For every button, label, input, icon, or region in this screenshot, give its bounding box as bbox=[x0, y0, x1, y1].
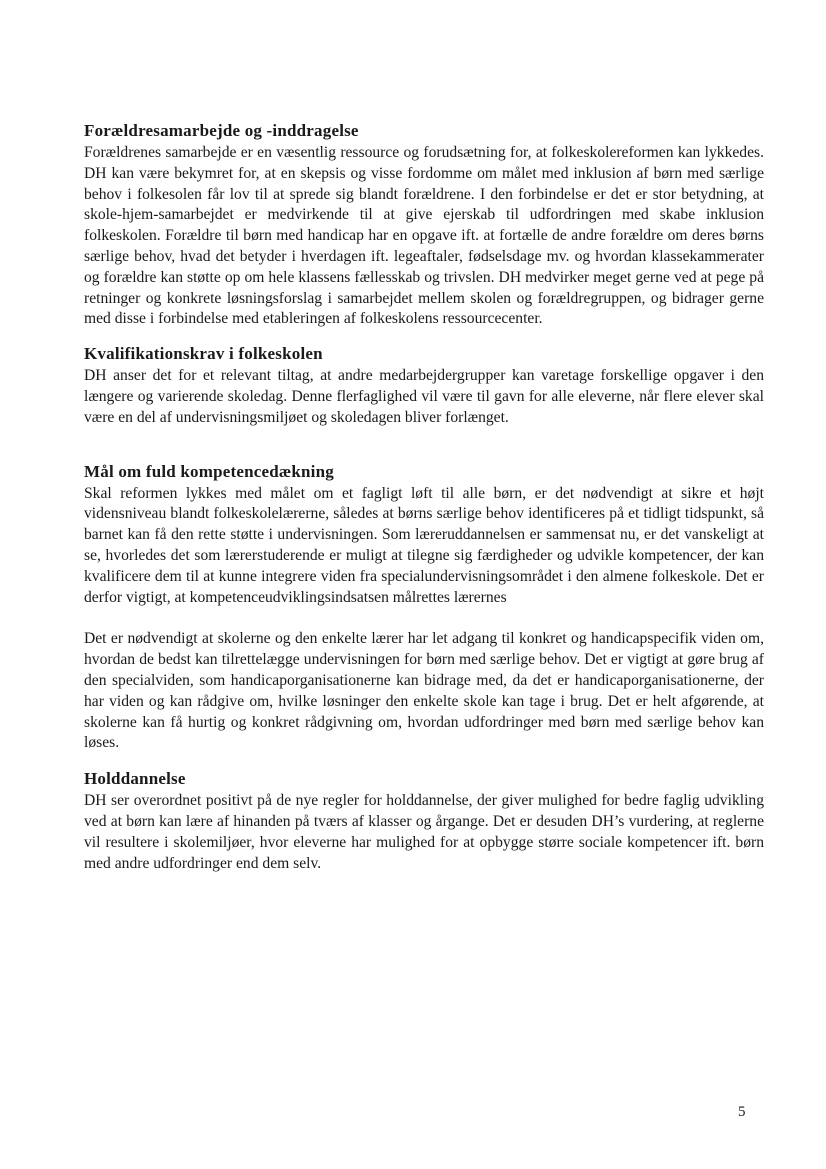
section-heading: Holddannelse bbox=[84, 769, 186, 789]
section-foraeldresamarbejde bbox=[84, 120, 764, 330]
section-heading: Forældresamarbejde og -inddragelse bbox=[84, 121, 359, 140]
section-kvalifikationskrav bbox=[84, 343, 764, 428]
section-paragraph: DH ser overordnet positivt på de nye regler for holddannelse, der giver mulighed for bedre faglig udvikling ved at børn kan lære af hinanden på tværs af klasser og årgange. Det er desuden DH’s vurdering, at reglerne vil resultere i skolemiljøer, hvor eleverne har mulighed for at opbygge større sociale kompetencer ift. børn med andre udfordringer end dem selv. bbox=[84, 792, 764, 872]
section-kompetencedaekning bbox=[84, 461, 764, 755]
page-content bbox=[84, 120, 764, 874]
section-paragraph: Forældrenes samarbejde er en væsentlig ressource og forudsætning for, at folkeskolereformen kan lykkedes. DH kan være bekymret for, at en skepsis og visse fordomme om målet med inklusion af børn med særlige behov i folkesolen får lov til at sprede sig blandt forældrene. I den forbindelse er det er stor betydning, at skole-hjem-samarbejdet er medvirkende til at give ejerskab til udfordringen med skabe inklusion folkeskolen. Forældre til børn med handicap har en opgave ift. at fortælle de andre forældre om deres børns særlige behov, hvad det betyder i hverdagen ift. legeaftaler, fødselsdage mv. og hvordan klassekammerater og forældre kan støtte op om hele klassens fællesskab og trivslen. DH medvirker meget gerne ved at pege på retninger og konkrete løsningsforslag i samarbejdet mellem skolen og forældregruppen, og bidrager gerne med disse i forbindelse med etableringen af folkeskolens ressourcecenter. bbox=[84, 144, 764, 328]
page-number: 5 bbox=[738, 1104, 746, 1120]
section-paragraph: Skal reformen lykkes med målet om et fagligt løft til alle børn, er det nødvendigt at sikre et højt vidensniveau blandt folkeskolelærerne, således at børns særlige behov identificeres på et tidligt tidspunkt, så barnet kan få den rette støtte i undervisningen. Som læreruddannelsen er sammensat nu, er det vanskeligt at se, hvorledes det som lærerstuderende er muligt at tilegne sig færdigheder og udvikle kompetencer, der kan kvalificere dem til at kunne integrere viden fra specialundervisningsområdet i den almene folkeskole. Det er derfor vigtigt, at kompetenceudviklingsindsatsen målrettes lærernes bbox=[84, 484, 764, 606]
section-paragraph: DH anser det for et relevant tiltag, at andre medarbejdergrupper kan varetage forskellige opgaver i den længere og varierende skoledag. Denne flerfaglighed vil være til gavn for alle eleverne, når flere elever skal være en del af undervisningsmiljøet og skoledagen bliver forlænget. bbox=[84, 367, 764, 426]
section-heading: Kvalifikationskrav i folkeskolen bbox=[84, 344, 323, 364]
section-holddannelse bbox=[84, 768, 764, 874]
section-paragraph: Det er nødvendigt at skolerne og den enkelte lærer har let adgang til konkret og handicapspecifik viden om, hvordan de bedst kan tilrettelægge undervisningen for børn med særlige behov. Det er vigtigt at gøre brug af den specialviden, som handicaporganisationerne kan bidrage med, da det er handicaporganisationerne, der har viden og kan rådgive om, hvilke løsninger den enkelte skole kan tage i brug. Det er helt afgørende, at skolerne kan få hurtig og konkret rådgivning om, hvordan udfordringer med børn med særlige behov kan løses. bbox=[84, 630, 764, 752]
section-heading: Mål om fuld kompetencedækning bbox=[84, 461, 334, 481]
